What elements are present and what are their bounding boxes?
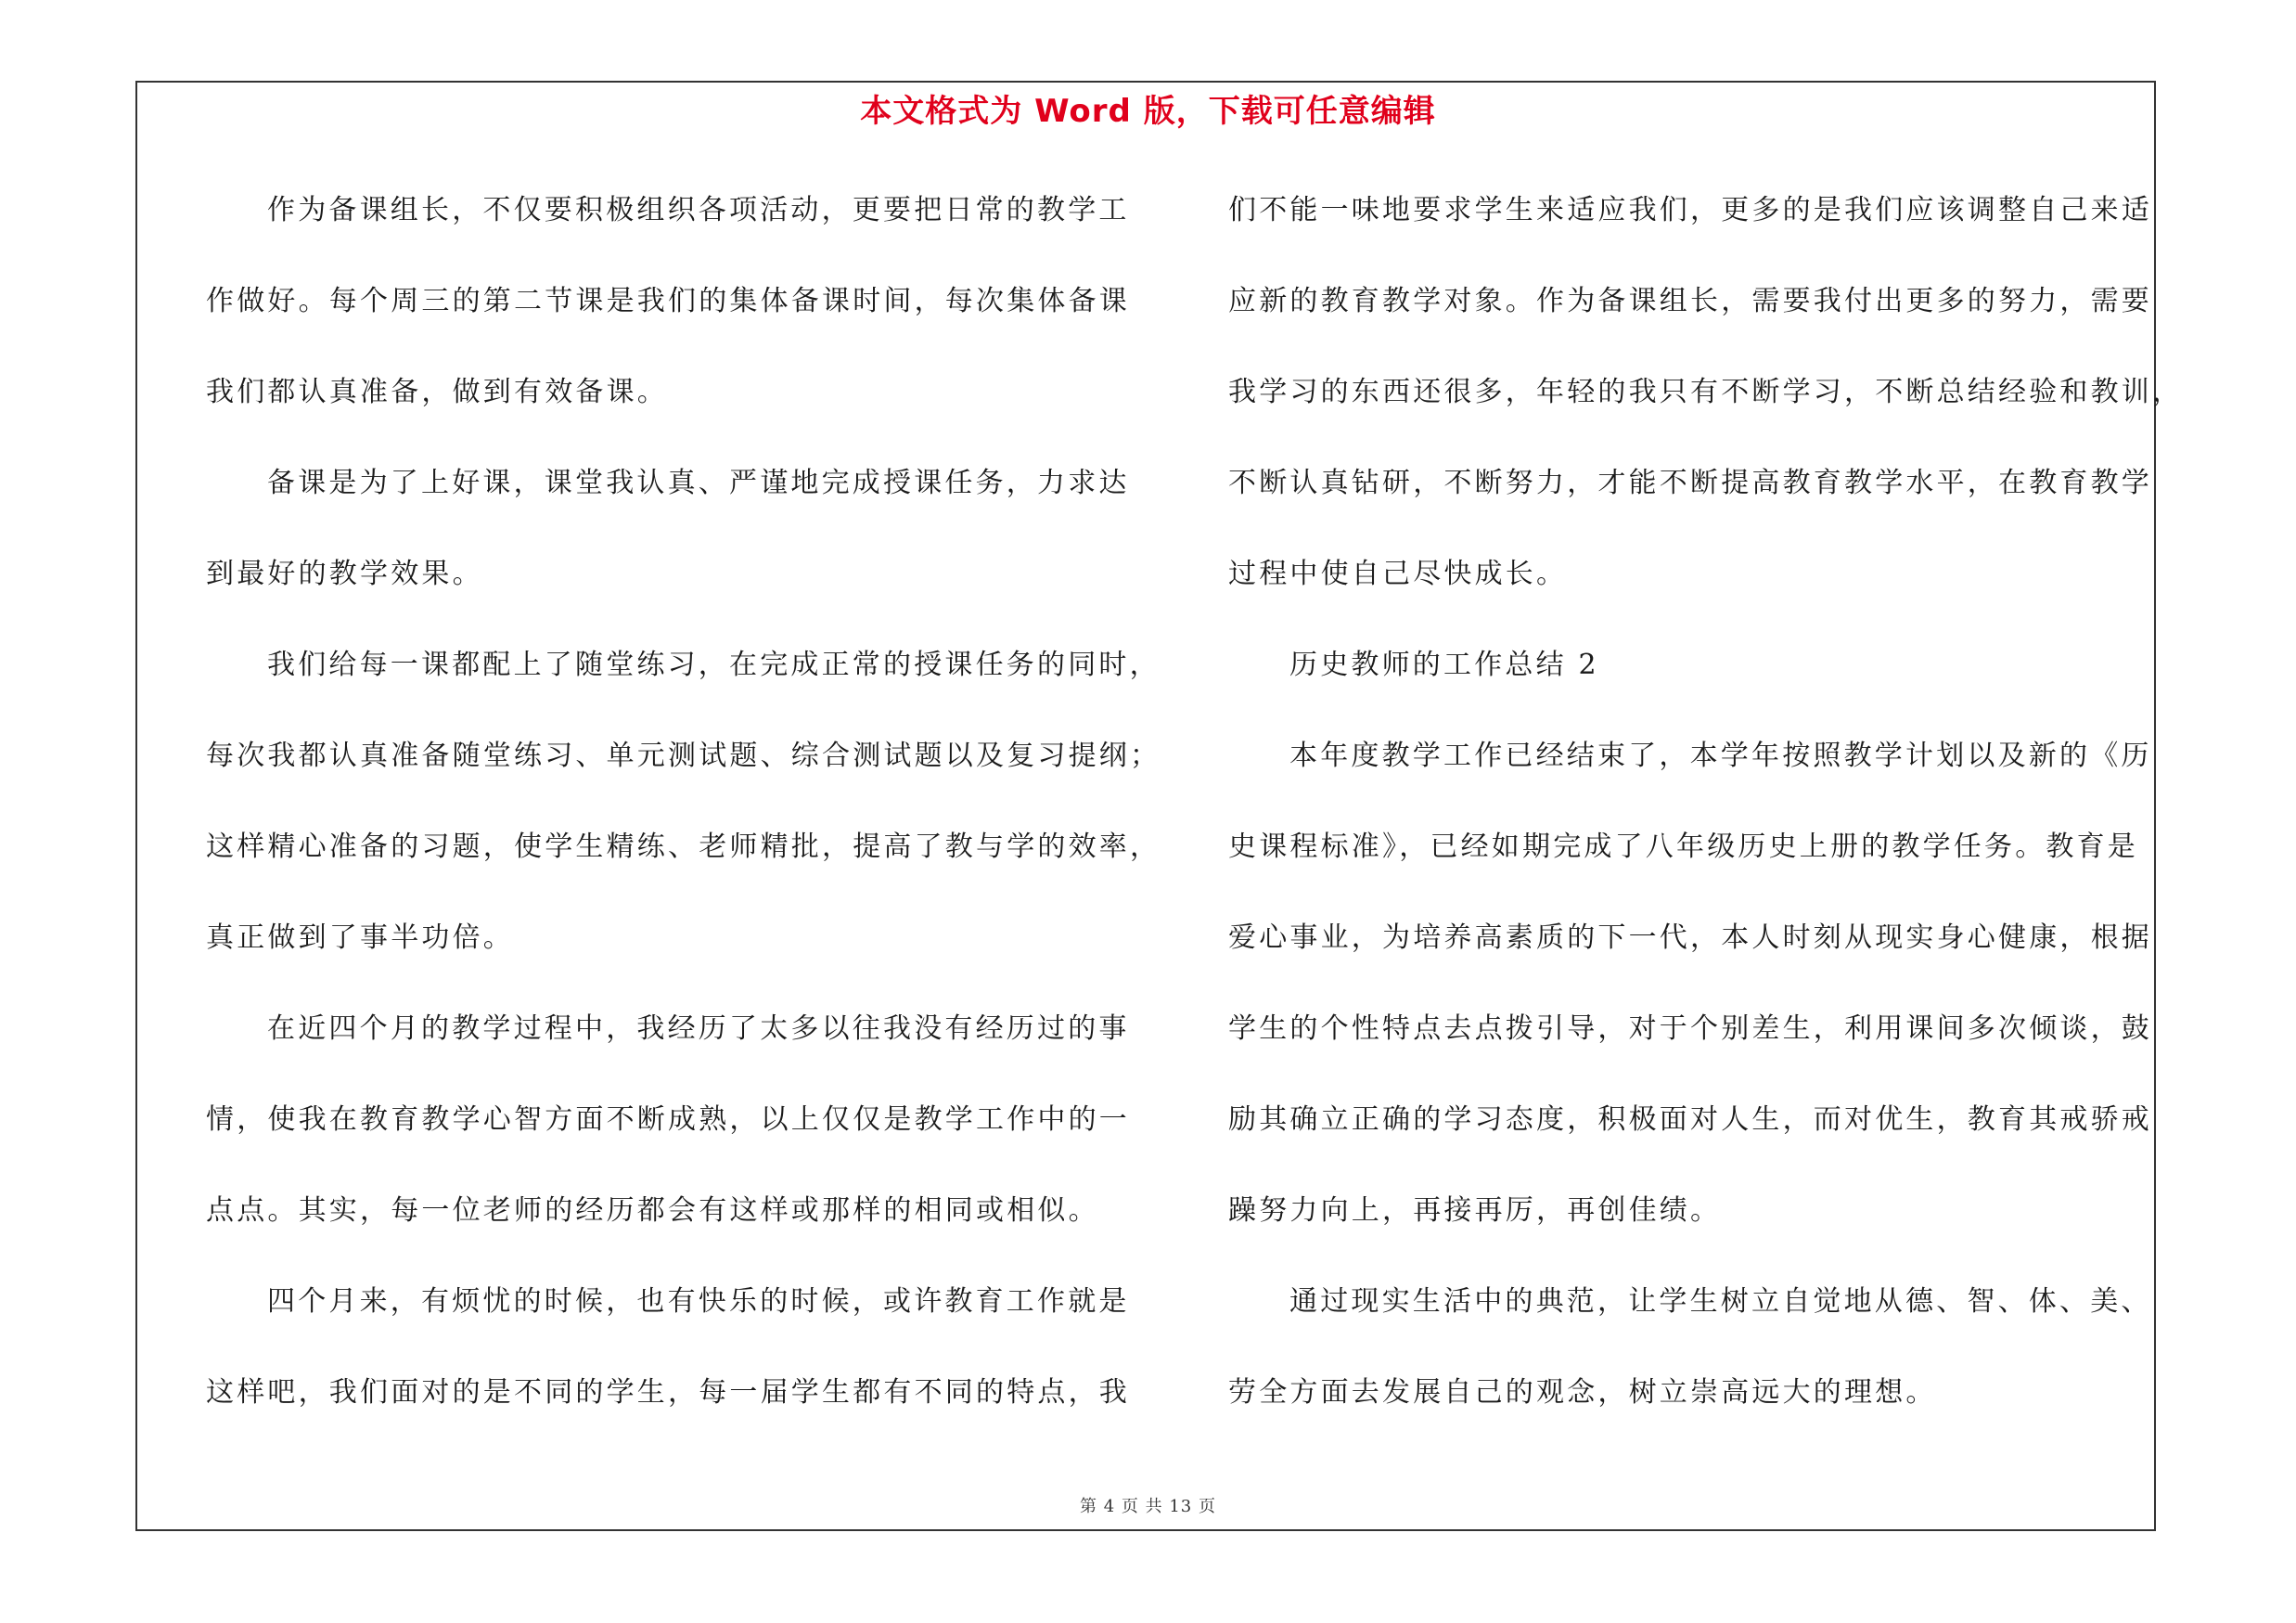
- paragraph-line: 点点。其实，每一位老师的经历都会有这样或那样的相同或相似。: [206, 1194, 1099, 1227]
- paragraph-line: 每次我都认真准备随堂练习、单元测试题、综合测试题以及复习提纲；: [206, 740, 1161, 772]
- paragraph-line: 过程中使自己尽快成长。: [1228, 558, 1568, 590]
- paragraph-line: 史课程标准》，已经如期完成了八年级历史上册的教学任务。教育是: [1228, 831, 2138, 863]
- paragraph-line: 四个月来，有烦忧的时候，也有快乐的时候，或许教育工作就是: [267, 1285, 1130, 1318]
- paragraph-line: 作为备课组长，不仅要积极组织各项活动，更要把日常的教学工: [267, 194, 1130, 226]
- paragraph-line: 到最好的教学效果。: [206, 558, 483, 590]
- paragraph-line: 这样吧，我们面对的是不同的学生，每一届学生都有不同的特点，我: [206, 1376, 1130, 1409]
- paragraph-line: 我学习的东西还很多，年轻的我只有不断学习，不断总结经验和教训，: [1228, 376, 2184, 408]
- left-column: [206, 183, 1161, 1456]
- paragraph-line: 应新的教育教学对象。作为备课组长，需要我付出更多的努力，需要: [1228, 285, 2152, 317]
- paragraph-line: 们不能一味地要求学生来适应我们，更多的是我们应该调整自己来适: [1228, 194, 2152, 226]
- paragraph-line: 励其确立正确的学习态度，积极面对人生，而对优生，教育其戒骄戒: [1228, 1103, 2152, 1136]
- paragraph-line: 真正做到了事半功倍。: [206, 921, 514, 954]
- paragraph-line: 爱心事业，为培养高素质的下一代，本人时刻从现实身心健康，根据: [1228, 921, 2152, 954]
- right-column: [1228, 183, 2184, 1456]
- paragraph-line: 在近四个月的教学过程中，我经历了太多以往我没有经历过的事: [267, 1012, 1130, 1045]
- paragraph-line: 这样精心准备的习题，使学生精练、老师精批，提高了教与学的效率，: [206, 831, 1161, 863]
- section-heading: 历史教师的工作总结 2: [1289, 649, 1599, 681]
- page-number: 第 4 页 共 13 页: [1080, 1497, 1216, 1516]
- paragraph-line: 本年度教学工作已经结束了，本学年按照教学计划以及新的《历: [1289, 740, 2152, 772]
- paragraph-line: 备课是为了上好课，课堂我认真、严谨地完成授课任务，力求达: [267, 467, 1130, 499]
- paragraph-line: 不断认真钻研，不断努力，才能不断提高教育教学水平，在教育教学: [1228, 467, 2152, 499]
- paragraph-line: 劳全方面去发展自己的观念，树立崇高远大的理想。: [1228, 1376, 1937, 1409]
- format-banner: 本文格式为 Word 版，下载可任意编辑: [860, 93, 1436, 130]
- paragraph-line: 我们给每一课都配上了随堂练习，在完成正常的授课任务的同时，: [267, 649, 1161, 681]
- paragraph-line: 学生的个性特点去点拨引导，对于个别差生，利用课间多次倾谈，鼓: [1228, 1012, 2152, 1045]
- paragraph-line: 躁努力向上，再接再厉，再创佳绩。: [1228, 1194, 1722, 1227]
- paragraph-line: 我们都认真准备，做到有效备课。: [206, 376, 668, 408]
- paragraph-line: 作做好。每个周三的第二节课是我们的集体备课时间，每次集体备课: [206, 285, 1130, 317]
- paragraph-line: 情，使我在教育教学心智方面不断成熟，以上仅仅是教学工作中的一: [206, 1103, 1130, 1136]
- paragraph-line: 通过现实生活中的典范，让学生树立自觉地从德、智、体、美、: [1289, 1285, 2152, 1318]
